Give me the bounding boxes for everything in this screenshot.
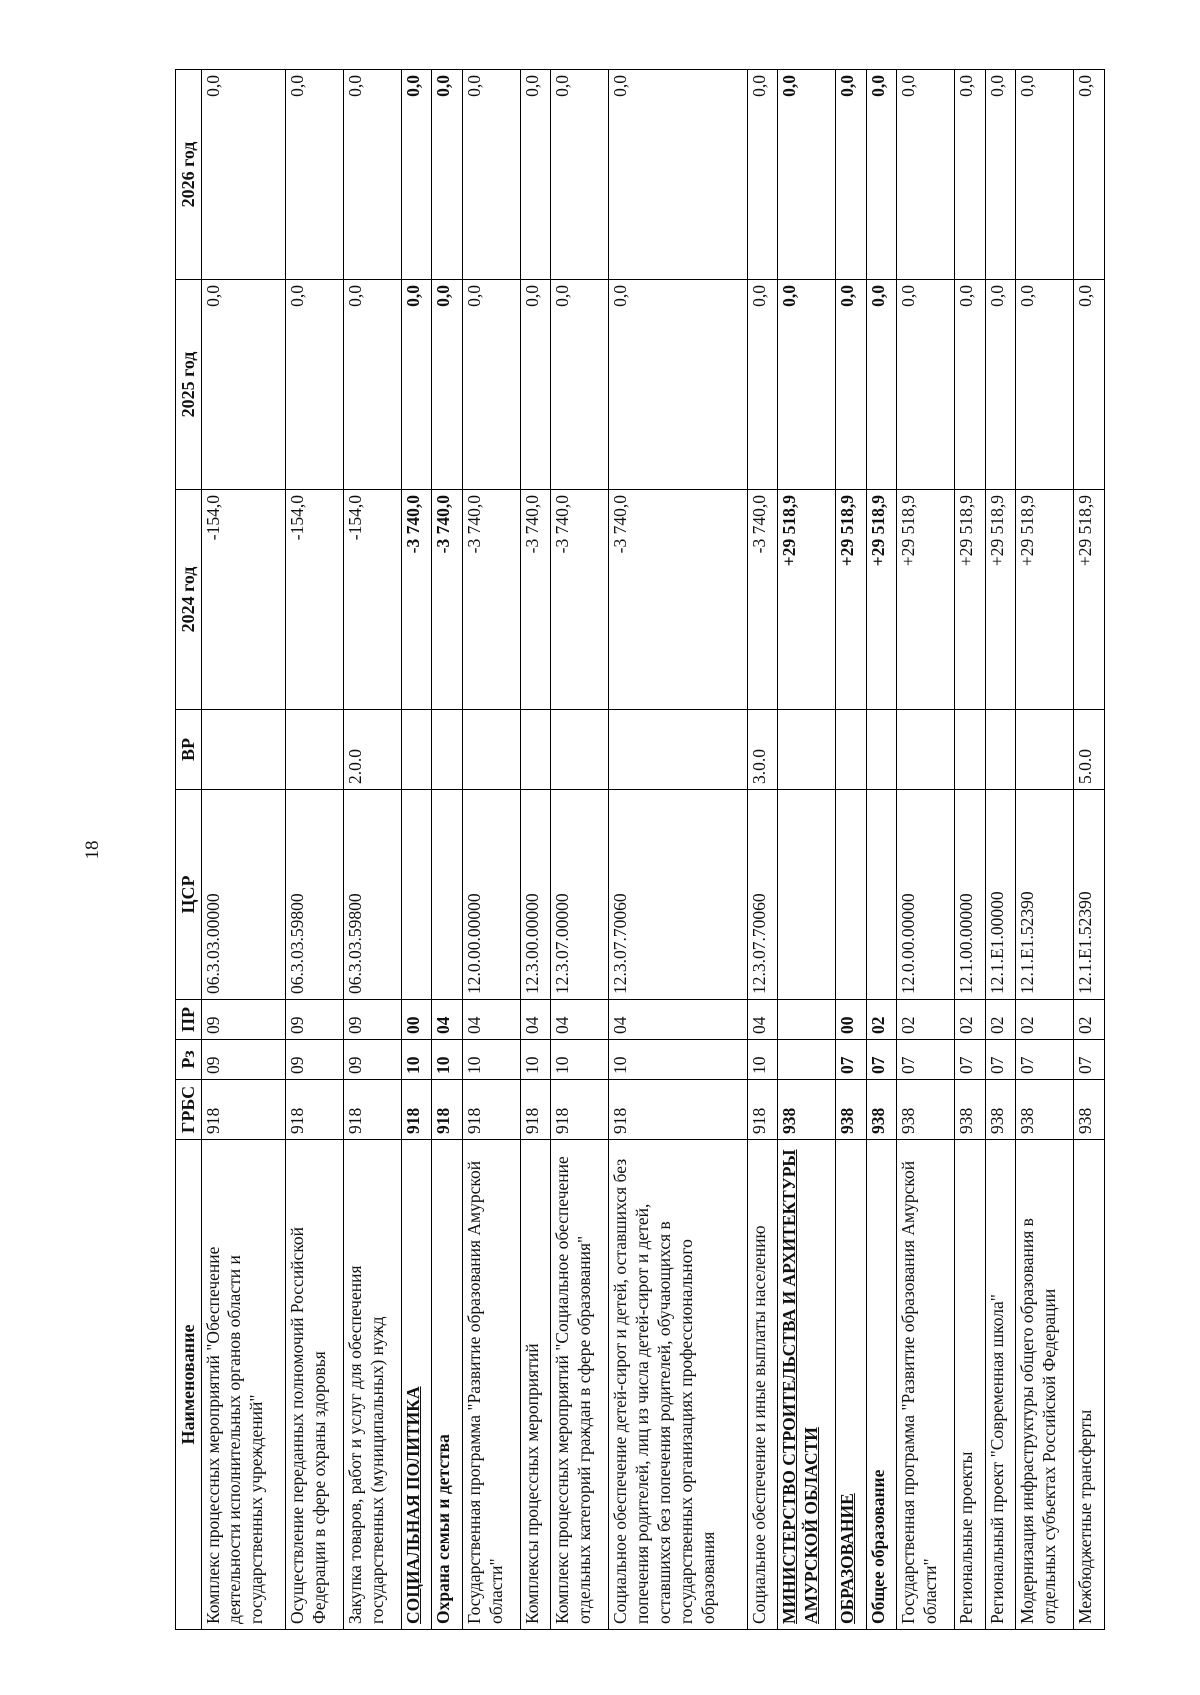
row-grbs: 918 [520,1080,551,1140]
row-value-2024: +29 518,9 [1074,490,1105,710]
row-value-2024: -154,0 [343,490,401,710]
row-value-2025: 0,0 [866,280,897,490]
row-value-2026: 0,0 [897,70,955,280]
row-vr: 2.0.0 [343,710,401,790]
row-value-2024: -154,0 [201,490,286,710]
table-row [836,70,867,1630]
row-vr [897,710,955,790]
table-row [747,70,778,1630]
row-value-2026: 0,0 [836,70,867,280]
row-rz: 07 [955,1040,986,1080]
row-grbs: 918 [401,1080,432,1140]
row-rz: 10 [462,1040,520,1080]
table-row [343,70,401,1630]
row-grbs: 918 [286,1080,344,1140]
row-csr [401,790,432,1000]
row-csr: 06.3.03.00000 [201,790,286,1000]
row-grbs: 938 [897,1080,955,1140]
row-value-2026: 0,0 [985,70,1016,280]
row-value-2025: 0,0 [1016,280,1074,490]
row-value-2026: 0,0 [609,70,748,280]
row-vr [551,710,609,790]
row-value-2024: -154,0 [286,490,344,710]
row-csr: 12.3.07.70060 [609,790,748,1000]
header-row [176,70,202,1630]
row-value-2025: 0,0 [343,280,401,490]
table-row [985,70,1016,1630]
row-value-2025: 0,0 [985,280,1016,490]
row-pr: 09 [343,1000,401,1040]
row-vr [432,710,463,790]
table-row [1074,70,1105,1630]
row-rz: 09 [286,1040,344,1080]
table-row [1016,70,1074,1630]
row-value-2026: 0,0 [343,70,401,280]
row-value-2026: 0,0 [747,70,778,280]
row-value-2025: 0,0 [462,280,520,490]
table-row [897,70,955,1630]
row-grbs: 918 [343,1080,401,1140]
row-pr: 04 [432,1000,463,1040]
col-header: Рз [176,1040,202,1080]
rotated-table-container [175,70,1105,1630]
row-csr [432,790,463,1000]
row-csr: 12.0.00.00000 [897,790,955,1000]
row-pr: 02 [1016,1000,1074,1040]
row-value-2024: +29 518,9 [955,490,986,710]
row-value-2024: -3 740,0 [609,490,748,710]
row-rz: 10 [401,1040,432,1080]
row-grbs: 938 [778,1080,836,1140]
row-name: Государственная программа "Развитие образования Амурской области" [462,1140,520,1630]
row-grbs: 918 [551,1080,609,1140]
row-value-2024: +29 518,9 [778,490,836,710]
row-value-2026: 0,0 [286,70,344,280]
row-pr: 02 [955,1000,986,1040]
row-name: Социальное обеспечение и иные выплаты населению [747,1140,778,1630]
col-header: ЦСР [176,790,202,1000]
row-vr [985,710,1016,790]
row-value-2025: 0,0 [836,280,867,490]
row-grbs: 918 [201,1080,286,1140]
row-value-2025: 0,0 [551,280,609,490]
row-csr: 12.1.E1.52390 [1074,790,1105,1000]
row-pr: 02 [985,1000,1016,1040]
row-pr [778,1000,836,1040]
row-grbs: 918 [462,1080,520,1140]
row-value-2024: -3 740,0 [551,490,609,710]
col-header: ГРБС [176,1080,202,1140]
row-vr [1016,710,1074,790]
row-grbs: 938 [836,1080,867,1140]
row-pr: 02 [897,1000,955,1040]
row-pr: 04 [747,1000,778,1040]
row-value-2026: 0,0 [462,70,520,280]
row-grbs: 938 [1016,1080,1074,1140]
page-number: 18 [82,840,103,860]
row-value-2026: 0,0 [551,70,609,280]
row-rz: 07 [836,1040,867,1080]
row-value-2024: +29 518,9 [866,490,897,710]
table-row [201,70,286,1630]
row-pr: 04 [609,1000,748,1040]
row-csr: 12.1.00.00000 [955,790,986,1000]
table-row [462,70,520,1630]
row-name: Закупка товаров, работ и услуг для обеспечения государственных (муниципальных) нужд [343,1140,401,1630]
row-pr: 04 [520,1000,551,1040]
row-name: Государственная программа "Развитие образования Амурской области" [897,1140,955,1630]
row-name: Комплекс процессных мероприятий "Обеспечение деятельности исполнительных органов области и государственных учреждений" [201,1140,286,1630]
row-csr [836,790,867,1000]
row-name: Комплекс процессных мероприятий "Социальное обеспечение отдельных категорий граждан в сфере образования" [551,1140,609,1630]
row-name: Региональные проекты [955,1140,986,1630]
row-vr [520,710,551,790]
row-name: Социальное обеспечение детей-сирот и детей, оставшихся без попечения родителей, лиц из числа детей-сирот и детей, оставшихся без попечения родителей, обучающихся в государственных организациях профессионального образования [609,1140,748,1630]
row-value-2025: 0,0 [286,280,344,490]
row-csr: 06.3.03.59800 [343,790,401,1000]
row-name: Общее образование [866,1140,897,1630]
row-value-2025: 0,0 [401,280,432,490]
row-csr: 12.3.07.70060 [747,790,778,1000]
row-vr [866,710,897,790]
row-value-2026: 0,0 [866,70,897,280]
col-header: 2024 год [176,490,202,710]
row-grbs: 938 [1074,1080,1105,1140]
budget-table [175,69,1105,1630]
row-grbs: 918 [747,1080,778,1140]
row-rz: 07 [1016,1040,1074,1080]
table-row [778,70,836,1630]
table-row [609,70,748,1630]
row-value-2026: 0,0 [955,70,986,280]
row-pr: 04 [551,1000,609,1040]
row-rz: 07 [897,1040,955,1080]
row-vr [286,710,344,790]
row-value-2025: 0,0 [1074,280,1105,490]
row-value-2026: 0,0 [1016,70,1074,280]
row-rz: 10 [432,1040,463,1080]
row-value-2025: 0,0 [609,280,748,490]
col-header: Наименование [176,1140,202,1630]
row-name: Осуществление переданных полномочий Российской Федерации в сфере охраны здоровья [286,1140,344,1630]
row-rz: 10 [609,1040,748,1080]
row-value-2025: 0,0 [955,280,986,490]
row-pr: 00 [401,1000,432,1040]
row-csr: 12.3.07.00000 [551,790,609,1000]
row-value-2025: 0,0 [747,280,778,490]
col-header: 2026 год [176,70,202,280]
table-row [401,70,432,1630]
row-name: Межбюджетные трансферты [1074,1140,1105,1630]
row-pr: 09 [286,1000,344,1040]
row-value-2026: 0,0 [1074,70,1105,280]
row-value-2026: 0,0 [432,70,463,280]
col-header: ПР [176,1000,202,1040]
row-value-2024: -3 740,0 [520,490,551,710]
row-vr [401,710,432,790]
row-vr: 5.0.0 [1074,710,1105,790]
row-rz [778,1040,836,1080]
row-rz: 07 [985,1040,1016,1080]
row-value-2026: 0,0 [401,70,432,280]
row-pr: 02 [866,1000,897,1040]
row-value-2024: -3 740,0 [462,490,520,710]
row-value-2025: 0,0 [520,280,551,490]
row-csr: 12.1.E1.00000 [985,790,1016,1000]
row-grbs: 938 [985,1080,1016,1140]
row-grbs: 938 [955,1080,986,1140]
table-row [955,70,986,1630]
row-name: СОЦИАЛЬНАЯ ПОЛИТИКА [401,1140,432,1630]
table-row [866,70,897,1630]
row-rz: 10 [520,1040,551,1080]
row-pr: 04 [462,1000,520,1040]
row-value-2025: 0,0 [432,280,463,490]
row-value-2024: +29 518,9 [985,490,1016,710]
row-csr: 12.1.E1.52390 [1016,790,1074,1000]
row-grbs: 918 [432,1080,463,1140]
table-row [520,70,551,1630]
row-csr [866,790,897,1000]
row-vr [462,710,520,790]
row-value-2026: 0,0 [201,70,286,280]
row-rz: 09 [201,1040,286,1080]
row-name: МИНИСТЕРСТВО СТРОИТЕЛЬСТВА И АРХИТЕКТУРЫ АМУРСКОЙ ОБЛАСТИ [778,1140,836,1630]
row-csr: 12.0.00.00000 [462,790,520,1000]
row-value-2026: 0,0 [778,70,836,280]
row-value-2024: -3 740,0 [432,490,463,710]
col-header: ВР [176,710,202,790]
row-value-2024: +29 518,9 [1016,490,1074,710]
table-row [286,70,344,1630]
row-grbs: 918 [609,1080,748,1140]
table-row [432,70,463,1630]
row-grbs: 938 [866,1080,897,1140]
row-rz: 10 [747,1040,778,1080]
row-vr [609,710,748,790]
row-rz: 09 [343,1040,401,1080]
row-csr: 06.3.03.59800 [286,790,344,1000]
row-rz: 10 [551,1040,609,1080]
row-name: Комплексы процессных мероприятий [520,1140,551,1630]
row-vr [201,710,286,790]
row-vr [778,710,836,790]
row-name: Региональный проект "Современная школа" [985,1140,1016,1630]
table-row [551,70,609,1630]
row-value-2025: 0,0 [201,280,286,490]
col-header: 2025 год [176,280,202,490]
row-value-2025: 0,0 [897,280,955,490]
row-pr: 00 [836,1000,867,1040]
row-name: Охрана семьи и детства [432,1140,463,1630]
row-value-2026: 0,0 [520,70,551,280]
row-vr [836,710,867,790]
row-value-2024: -3 740,0 [747,490,778,710]
row-vr: 3.0.0 [747,710,778,790]
row-pr: 09 [201,1000,286,1040]
row-rz: 07 [1074,1040,1105,1080]
row-name: ОБРАЗОВАНИЕ [836,1140,867,1630]
row-value-2024: +29 518,9 [836,490,867,710]
row-rz: 07 [866,1040,897,1080]
row-csr: 12.3.00.00000 [520,790,551,1000]
row-value-2024: -3 740,0 [401,490,432,710]
row-pr: 02 [1074,1000,1105,1040]
row-value-2025: 0,0 [778,280,836,490]
row-csr [778,790,836,1000]
row-vr [955,710,986,790]
row-name: Модернизация инфраструктуры общего образования в отдельных субъектах Российской Федерации [1016,1140,1074,1630]
row-value-2024: +29 518,9 [897,490,955,710]
